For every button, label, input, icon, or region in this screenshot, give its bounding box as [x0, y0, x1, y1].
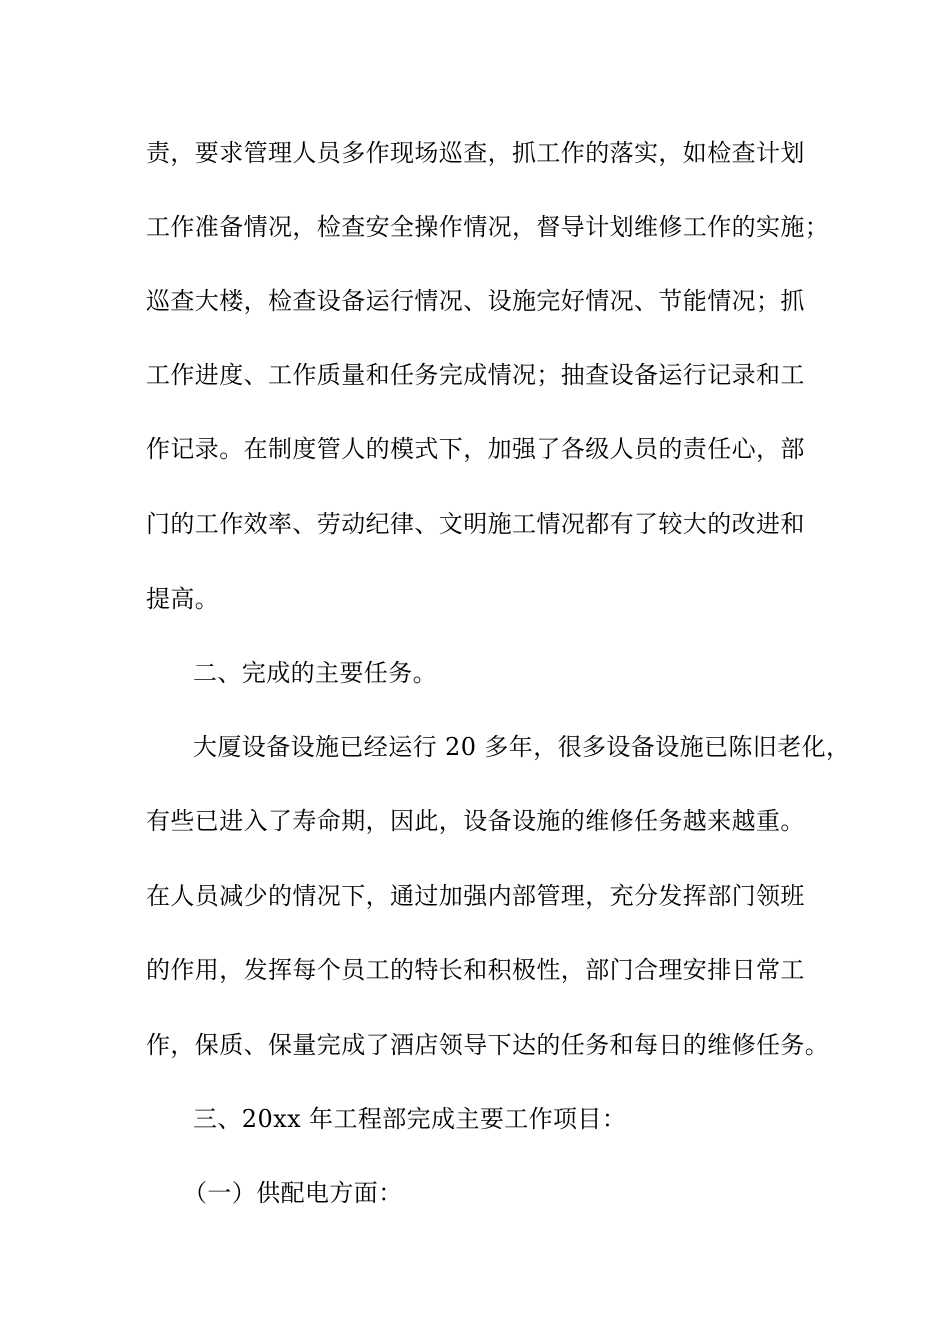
- section-heading-three: 三、20xx 年工程部完成主要工作项目：: [193, 1105, 627, 1133]
- section-heading-two: 二、完成的主要任务。: [193, 659, 437, 687]
- body-text-line: 工作准备情况，检查安全操作情况，督导计划维修工作的实施；: [146, 213, 830, 241]
- body-text-line: 门的工作效率、劳动纪律、文明施工情况都有了较大的改进和: [146, 510, 805, 538]
- body-text-line: 的作用，发挥每个员工的特长和积极性，部门合理安排日常工: [146, 956, 805, 984]
- body-text-line: 大厦设备设施已经运行 20 多年，很多设备设施已陈旧老化，: [193, 733, 851, 761]
- body-text-line: 作记录。在制度管人的模式下，加强了各级人员的责任心，部: [146, 435, 805, 463]
- body-text-line: 提高。: [146, 585, 220, 613]
- body-text-line: 有些已进入了寿命期，因此，设备设施的维修任务越来越重。: [146, 807, 805, 835]
- body-text-line: 工作进度、工作质量和任务完成情况；抽查设备运行记录和工: [146, 361, 805, 389]
- subsection-heading: （一）供配电方面：: [183, 1179, 403, 1207]
- body-text-line: 巡查大楼，检查设备运行情况、设施完好情况、节能情况；抓: [146, 287, 805, 315]
- body-text-line: 责，要求管理人员多作现场巡查，抓工作的落实，如检查计划: [146, 139, 805, 167]
- body-text-line: 作，保质、保量完成了酒店领导下达的任务和每日的维修任务。: [146, 1031, 830, 1059]
- body-text-line: 在人员减少的情况下，通过加强内部管理，充分发挥部门领班: [146, 882, 805, 910]
